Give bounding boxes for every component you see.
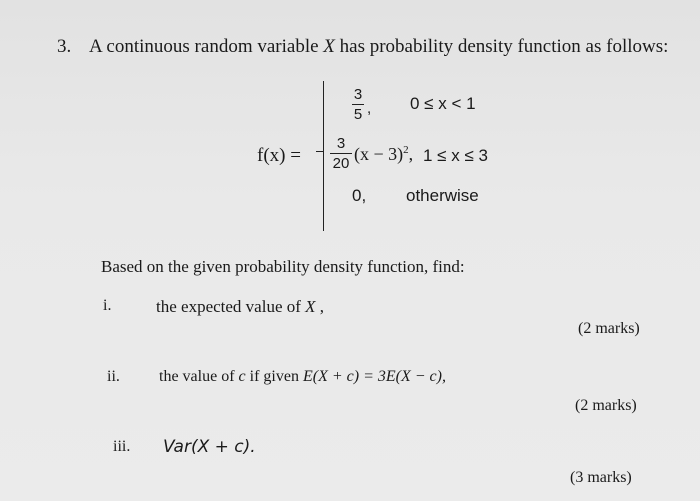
case3-value: 0, xyxy=(352,186,367,205)
item-1-variable: X xyxy=(305,297,316,316)
prompt-variable: X xyxy=(323,36,335,57)
question-prompt xyxy=(89,36,668,58)
piecewise-brace-notch xyxy=(316,151,324,152)
question-number: 3. xyxy=(57,36,72,57)
piecewise-brace xyxy=(323,81,324,231)
case1-comma: , xyxy=(367,100,372,117)
case2-expression xyxy=(354,144,413,165)
item-1-comma: , xyxy=(319,297,325,316)
item-2-mid: if given xyxy=(249,368,299,385)
case1-condition: 0 ≤ x < 1 xyxy=(410,94,476,113)
prompt-lead: A continuous random variable xyxy=(89,36,319,57)
case2-base: (x − 3) xyxy=(354,144,404,164)
item-text xyxy=(156,297,324,317)
case2-numerator: 3 xyxy=(336,135,346,152)
pdf-label: f(x) = xyxy=(257,145,301,166)
item-numeral: i. xyxy=(103,297,112,314)
marks-label: (2 marks) xyxy=(575,397,637,414)
prompt-tail: has probability density function as follows: xyxy=(339,36,669,57)
case1-numerator: 3 xyxy=(353,86,363,103)
item-text: Var(X + c). xyxy=(163,437,256,457)
case1-fraction xyxy=(352,86,364,123)
marks-label: (3 marks) xyxy=(570,469,632,486)
marks-label: (2 marks) xyxy=(578,320,640,337)
case2-denominator: 20 xyxy=(332,155,350,172)
item-numeral: iii. xyxy=(113,438,131,455)
case1-denominator: 5 xyxy=(353,106,363,123)
item-2-constant: c xyxy=(238,368,246,385)
item-2-equation: E(X + c) = 3E(X − c), xyxy=(302,368,446,385)
case2-exponent: 2 xyxy=(403,144,409,156)
item-1-text: the expected value of xyxy=(156,297,301,316)
case2-fraction xyxy=(330,135,352,172)
case2-condition: 1 ≤ x ≤ 3 xyxy=(423,146,488,165)
item-numeral: ii. xyxy=(107,368,120,385)
instruction-text: Based on the given probability density function, find: xyxy=(101,257,465,276)
item-2-text: the value of xyxy=(159,368,235,385)
case2-comma: , xyxy=(408,144,414,164)
item-text xyxy=(159,368,446,386)
case3-condition: otherwise xyxy=(406,186,479,205)
